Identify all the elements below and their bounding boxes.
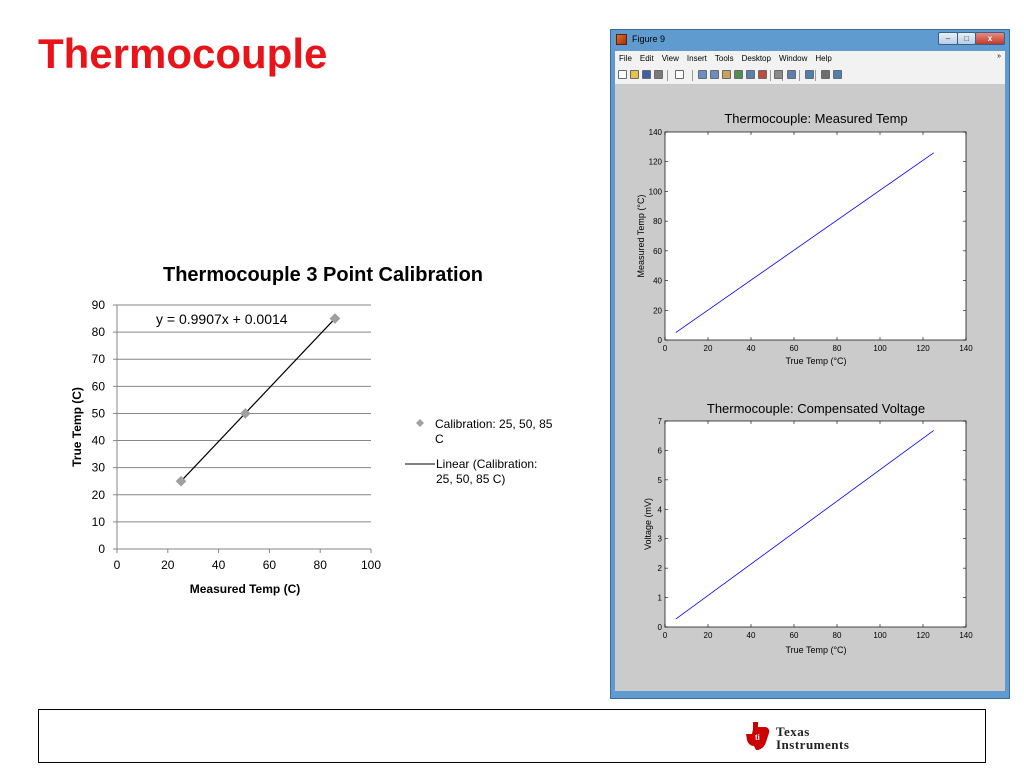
- y-tick-label: 60: [653, 246, 662, 256]
- menu-tools[interactable]: Tools: [714, 54, 734, 63]
- legend-trendline-label: [436, 457, 541, 486]
- legend-series-label-line2: C: [435, 432, 444, 446]
- toolbar-separator: [770, 70, 771, 81]
- menu-edit[interactable]: Edit: [639, 54, 654, 63]
- menu-desktop[interactable]: Desktop: [741, 54, 771, 63]
- window-title: Figure 9: [632, 34, 666, 44]
- x-tick-label: 40: [746, 344, 756, 353]
- y-tick-label: 20: [91, 487, 105, 502]
- voltage-axes-box: [665, 421, 966, 627]
- matlab-icon: [616, 34, 627, 45]
- y-tick-label: 140: [648, 128, 662, 137]
- window-titlebar[interactable]: [611, 30, 1009, 50]
- y-tick-label: 3: [657, 534, 662, 544]
- minimize-button[interactable]: –: [938, 32, 958, 45]
- x-tick-label: 0: [662, 344, 668, 353]
- close-button[interactable]: x: [975, 32, 1005, 45]
- y-tick-label: 30: [91, 460, 105, 475]
- toolbar-separator: [815, 70, 816, 81]
- measured-x-axis-label: [785, 356, 846, 366]
- figure-canvas: [615, 85, 1005, 691]
- y-tick-label: 2: [657, 564, 662, 574]
- x-tick-label: 60: [789, 631, 799, 640]
- x-tick-label: 120: [916, 344, 930, 353]
- x-tick-label: 100: [873, 631, 887, 640]
- menu-help[interactable]: Help: [815, 54, 832, 63]
- x-tick-label: 120: [916, 631, 930, 640]
- x-axis-label: Measured Temp (C): [189, 582, 301, 596]
- measured-y-axis-label-text: Measured Temp (°C): [636, 194, 646, 278]
- save-icon[interactable]: [642, 70, 651, 79]
- y-tick-label: 20: [653, 306, 662, 316]
- legend-series-label: [435, 417, 556, 446]
- colorbar-icon[interactable]: [787, 70, 796, 79]
- x-tick-label: 0: [662, 631, 668, 640]
- footer-bar: [38, 709, 986, 763]
- menu-bar: [615, 51, 1005, 67]
- y-tick-label: 1: [657, 593, 662, 603]
- brush-icon[interactable]: [758, 70, 767, 79]
- menu-overflow-icon[interactable]: »: [997, 53, 1001, 60]
- x-tick-label: 20: [703, 631, 713, 640]
- y-tick-label: 40: [653, 276, 662, 286]
- legend-trendline-label-line1: Linear (Calibration:: [436, 457, 538, 471]
- x-tick-label: 80: [832, 631, 842, 640]
- slide-title: Thermocouple: [38, 30, 328, 77]
- y-tick-label: 0: [657, 336, 662, 345]
- y-tick-label: 7: [657, 417, 662, 426]
- ti-logo-icon: [744, 720, 772, 752]
- x-tick-label: 140: [959, 344, 973, 353]
- link-plot-icon[interactable]: [774, 70, 783, 79]
- legend-diamond-marker: [416, 419, 424, 427]
- measured-x-axis-label-text: True Temp (°C): [785, 356, 847, 366]
- x-tick-label: 100: [873, 344, 887, 353]
- show-plot-tools-icon[interactable]: [833, 70, 842, 79]
- toolbar-separator: [692, 70, 693, 81]
- zoom-out-icon[interactable]: [710, 70, 719, 79]
- y-tick-label: 6: [657, 446, 662, 456]
- x-tick-label: 60: [789, 344, 799, 353]
- y-tick-label: 10: [91, 514, 105, 529]
- x-tick-label: 40: [211, 558, 226, 572]
- menu-insert[interactable]: Insert: [686, 54, 707, 63]
- x-tick-label: 140: [959, 631, 973, 640]
- trendline: [181, 319, 335, 482]
- x-tick-label: 20: [161, 558, 175, 572]
- x-tick-label: 40: [746, 631, 756, 640]
- ti-logo-line2: Instruments: [776, 737, 850, 752]
- zoom-in-icon[interactable]: [698, 70, 707, 79]
- y-tick-label: 60: [91, 379, 105, 394]
- x-tick-label: 80: [832, 344, 842, 353]
- y-tick-label: 4: [657, 505, 662, 515]
- rotate-icon[interactable]: [734, 70, 743, 79]
- y-tick-label: 80: [91, 325, 105, 340]
- y-tick-label: 100: [648, 187, 662, 197]
- y-tick-label: 40: [91, 433, 105, 448]
- menu-window[interactable]: Window: [778, 54, 808, 63]
- y-tick-label: 50: [91, 406, 105, 421]
- trendline-equation: y = 0.9907x + 0.0014: [156, 311, 288, 327]
- legend-trendline-label-line2: 25, 50, 85 C): [436, 472, 506, 486]
- y-tick-label: 0: [657, 623, 662, 632]
- x-tick-label: 60: [262, 558, 277, 572]
- voltage-y-axis-label: [643, 498, 653, 550]
- voltage-y-axis-label-text: Voltage (mV): [643, 497, 653, 551]
- menu-file[interactable]: File: [619, 54, 632, 63]
- toolbar-separator: [667, 70, 668, 81]
- figure-window: [610, 29, 1010, 699]
- open-folder-icon[interactable]: [630, 70, 639, 79]
- y-tick-label: 90: [91, 298, 105, 312]
- voltage-x-axis-label: [785, 645, 846, 655]
- calibration-chart: [60, 255, 580, 595]
- menu-view[interactable]: View: [661, 54, 679, 63]
- measured-y-axis-label: [636, 195, 646, 278]
- x-tick-label: 80: [313, 558, 327, 572]
- x-tick-label: 20: [703, 344, 713, 353]
- y-tick-label: 70: [91, 352, 105, 367]
- chart-legend: [405, 417, 556, 486]
- x-tick-label: 100: [360, 558, 382, 572]
- pan-icon[interactable]: [722, 70, 731, 79]
- measured-plot-title: Thermocouple: Measured Temp: [724, 111, 908, 126]
- ti-logo-line1: Texas: [776, 724, 810, 739]
- maximize-button[interactable]: □: [957, 32, 976, 45]
- voltage-x-axis-label-text: True Temp (°C): [785, 645, 847, 655]
- y-axis-label: True Temp (C): [70, 387, 84, 467]
- pointer-icon[interactable]: [675, 70, 684, 79]
- legend-icon[interactable]: [805, 70, 814, 79]
- hide-plot-tools-icon[interactable]: [821, 70, 830, 79]
- y-tick-label: 120: [648, 157, 662, 167]
- figure-toolbar: [615, 67, 1005, 85]
- y-tick-label: 0: [98, 542, 105, 556]
- chart-title: Thermocouple 3 Point Calibration: [162, 264, 484, 286]
- y-tick-label: 5: [657, 475, 662, 485]
- voltage-plot-title: Thermocouple: Compensated Voltage: [706, 401, 926, 416]
- legend-series-label-line1: Calibration: 25, 50, 85: [435, 417, 553, 431]
- toolbar-separator: [799, 70, 800, 81]
- print-icon[interactable]: [654, 70, 663, 79]
- data-cursor-icon[interactable]: [746, 70, 755, 79]
- svg-text:ti: ti: [755, 733, 760, 742]
- x-tick-label: 0: [113, 558, 121, 572]
- y-tick-label: 80: [653, 217, 662, 227]
- new-file-icon[interactable]: [618, 70, 627, 79]
